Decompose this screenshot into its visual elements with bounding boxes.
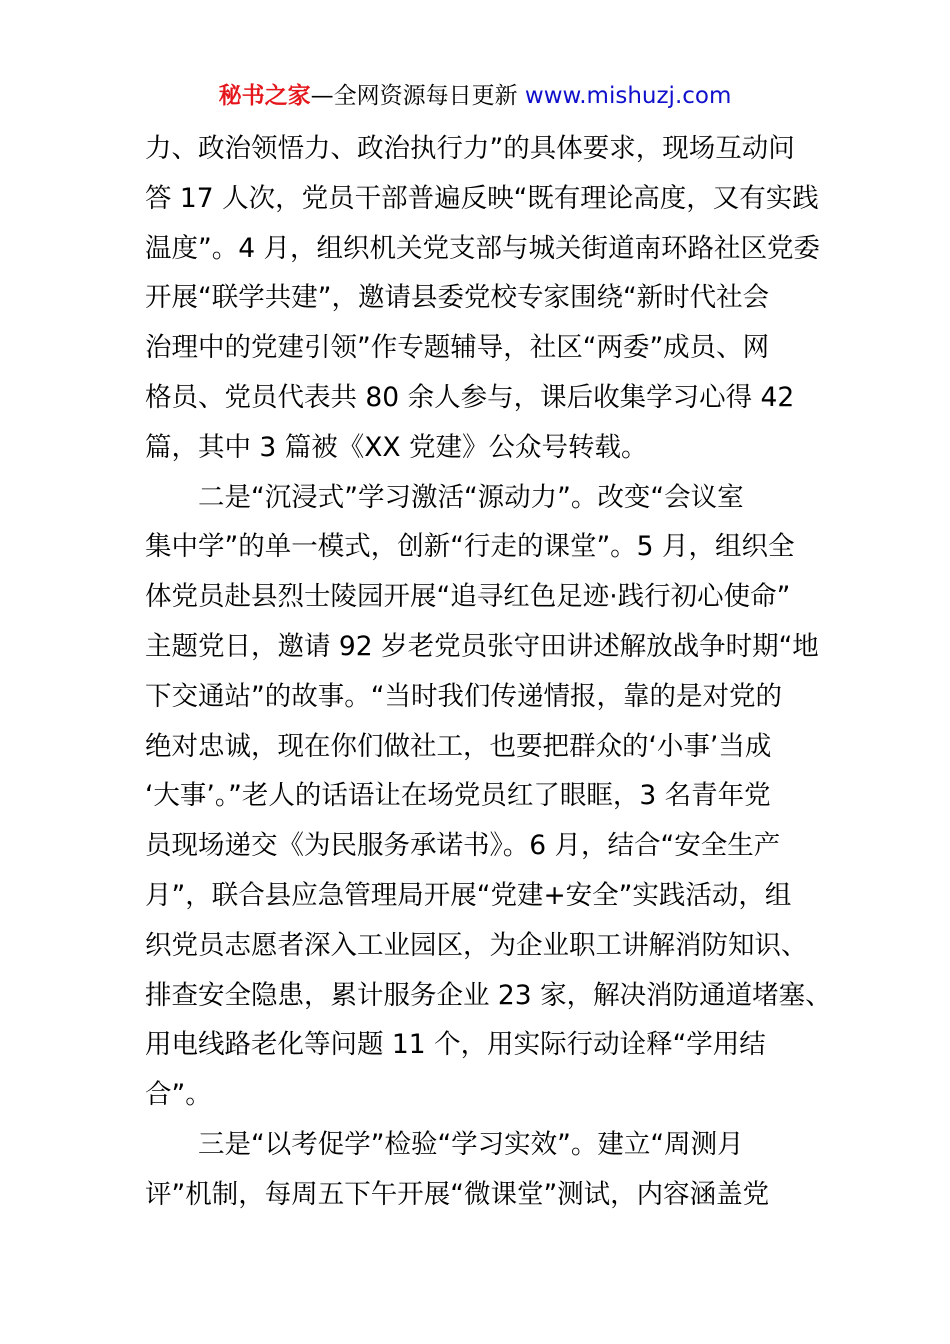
site-url-link[interactable]: www.mishuzj.com <box>524 83 732 109</box>
text-line: 开展“联学共建”，邀请县委党校专家围绕“新时代社会 <box>145 282 770 314</box>
text-line: 下交通站”的故事。“当时我们传递情报，靠的是对党的 <box>145 680 782 712</box>
document-body <box>145 124 832 1220</box>
text-line: 格员、党员代表共 80 余人参与，课后收集学习心得 42 <box>145 381 795 413</box>
text-line: 织党员志愿者深入工业园区，为企业职工讲解消防知识、 <box>145 929 808 961</box>
text-line: 集中学”的单一模式，创新“行走的课堂”。5 月，组织全 <box>145 531 795 563</box>
text-line: 用电线路老化等问题 11 个，用实际行动诠释“学用结 <box>145 1029 766 1061</box>
text-line: 温度”。4 月，组织机关党支部与城关街道南环路社区党委 <box>145 232 821 264</box>
paragraph-start-line: 三是“以考促学”检验“学习实效”。建立“周测月 <box>198 1128 744 1160</box>
text-line: 绝对忠诚，现在你们做社工，也要把群众的‘小事’当成 <box>145 730 772 762</box>
text-line: 月”，联合县应急管理局开展“党建+安全”实践活动，组 <box>145 879 792 911</box>
text-line: 排查安全隐患，累计服务企业 23 家，解决消防通道堵塞、 <box>145 979 832 1011</box>
text-line: 主题党日，邀请 92 岁老党员张守田讲述解放战争时期“地 <box>145 630 819 662</box>
text-line: ‘大事’。”老人的话语让在场党员红了眼眶，3 名青年党 <box>145 780 771 812</box>
header-tagline: —全网资源每日更新 <box>310 83 525 109</box>
text-line: 力、政治领悟力、政治执行力”的具体要求，现场互动问 <box>145 133 795 164</box>
text-line: 体党员赴县烈士陵园开展“追寻红色足迹·践行初心使命” <box>145 581 791 613</box>
text-line: 篇，其中 3 篇被《XX 党建》公众号转载。 <box>145 431 648 463</box>
text-line: 答 17 人次，党员干部普遍反映“既有理论高度，又有实践 <box>145 182 819 214</box>
text-line: 评”机制，每周五下午开展“微课堂”测试，内容涵盖党 <box>145 1178 770 1210</box>
brand-name: 秘书之家 <box>218 83 311 109</box>
paragraph-start-line: 二是“沉浸式”学习激活“源动力”。改变“会议室 <box>198 481 744 513</box>
site-header <box>0 80 950 112</box>
text-line: 合”。 <box>145 1079 212 1111</box>
text-line: 员现场递交《为民服务承诺书》。6 月，结合“安全生产 <box>145 830 781 862</box>
text-line: 治理中的党建引领”作专题辅导，社区“两委”成员、网 <box>145 332 770 364</box>
